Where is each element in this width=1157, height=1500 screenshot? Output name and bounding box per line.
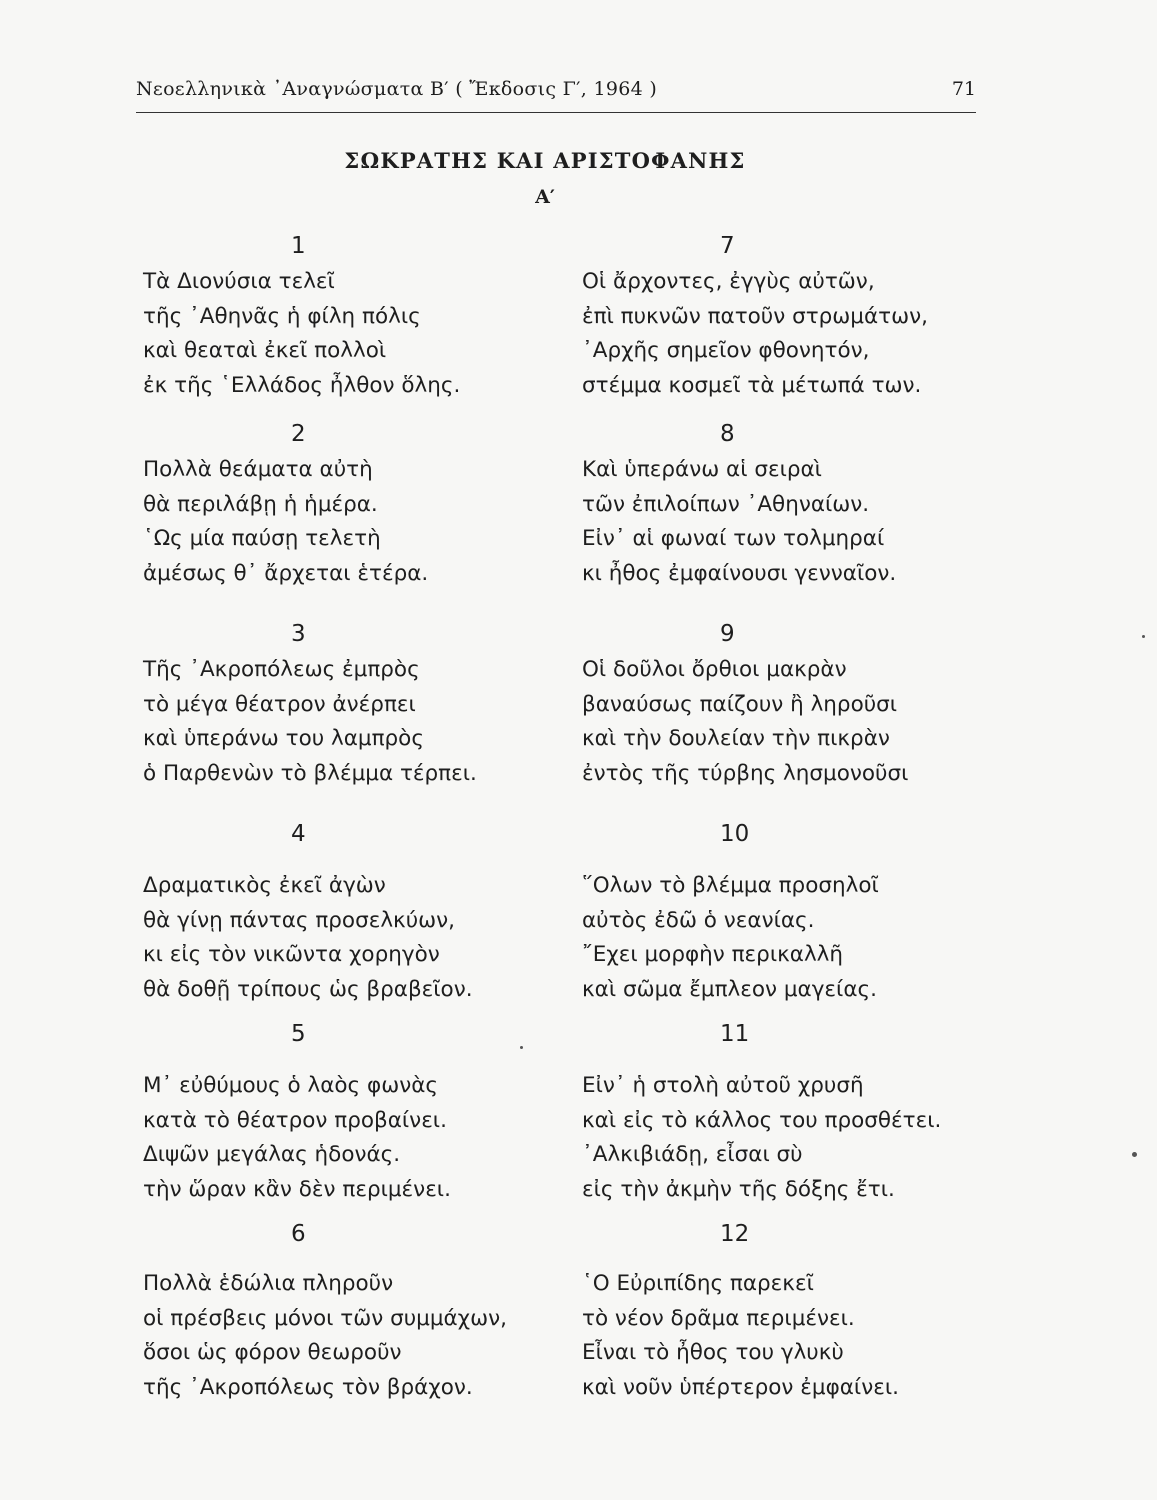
- verse-line: Εἰν᾿ αἱ φωναί των τολμηραί: [582, 526, 885, 551]
- verse-line: θὰ δοθῇ τρίπους ὡς βραβεῖον.: [143, 976, 473, 1002]
- verse-line: ἀμέσως θ᾿ ἄρχεται ἑτέρα.: [143, 560, 429, 586]
- verse-line: Τῆς ᾿Ακροπόλεως ἐμπρὸς: [143, 657, 420, 682]
- verse-line: καὶ σῶμα ἔμπλεον μαγείας.: [582, 976, 877, 1002]
- stanza-9: [582, 615, 1022, 791]
- stanza-number: 6: [291, 1221, 306, 1247]
- verse-line: ῞Ολων τὸ βλέμμα προσηλοῖ: [582, 873, 879, 898]
- verse-line: καὶ θεαταὶ ἐκεῖ πολλοὶ: [143, 338, 387, 363]
- verse-line: στέμμα κοσμεῖ τὰ μέτωπά των.: [582, 372, 922, 398]
- verse-line: ᾿Αλκιβιάδῃ, εἶσαι σὺ: [582, 1142, 803, 1167]
- verse-line: Τὰ Διονύσια τελεῖ: [143, 269, 335, 294]
- stanza-11: [582, 1015, 1022, 1207]
- verse-line: ἐκ τῆς ῾Ελλάδος ἦλθον ὅλης.: [143, 372, 461, 398]
- stanza-5: [143, 1015, 583, 1207]
- verse-line: κι εἰς τὸν νικῶντα χορηγὸν: [143, 942, 440, 967]
- verse-line: ἐντὸς τῆς τύρβης λησμονοῦσι: [582, 760, 909, 786]
- verse-line: Εἰν᾿ ἡ στολὴ αὐτοῦ χρυσῆ: [582, 1073, 864, 1098]
- verse-line: Καὶ ὑπεράνω αἱ σειραὶ: [582, 457, 822, 482]
- stanza-number: 4: [291, 821, 306, 847]
- stanza-3: [143, 615, 583, 791]
- verse-line: κι ἦθος ἐμφαίνουσι γενναῖον.: [582, 560, 897, 586]
- verse-line: τὸ μέγα θέατρον ἀνέρπει: [143, 691, 416, 717]
- stanza-4: [143, 815, 583, 1007]
- verse-line: τὸ νέον δρᾶμα περιμένει.: [582, 1305, 855, 1331]
- verse-line: Μ᾿ εὐθύμους ὁ λαὸς φωνὰς: [143, 1073, 438, 1098]
- page-number: 71: [951, 78, 976, 100]
- scan-speck: [1132, 1152, 1137, 1157]
- stanza-number: 8: [720, 421, 735, 447]
- stanza-number: 1: [291, 233, 306, 259]
- verse-line: θὰ περιλάβῃ ἡ ἡμέρα.: [143, 491, 378, 517]
- verse-line: τὴν ὥραν κἂν δὲν περιμένει.: [143, 1176, 451, 1202]
- verse-line: ὁ Παρθενὼν τὸ βλέμμα τέρπει.: [143, 760, 477, 786]
- stanza-6: [143, 1215, 583, 1405]
- running-title: Νεοελληνικὰ ᾿Αναγνώσματα Β′ ( Ἔκδοσις Γ′, 1964 ): [136, 78, 658, 100]
- verse-line: αὐτὸς ἐδῶ ὁ νεανίας.: [582, 907, 815, 933]
- scan-speck: [1142, 635, 1145, 638]
- stanza-8: [582, 415, 1022, 591]
- verse-line: Δραματικὸς ἐκεῖ ἀγὼν: [143, 873, 386, 898]
- verse-line: Οἱ δοῦλοι ὄρθιοι μακρὰν: [582, 657, 847, 682]
- verse-line: τῆς ᾿Αθηνᾶς ἡ φίλη πόλις: [143, 303, 421, 329]
- poem-title: ΣΩΚΡΑΤΗΣ ΚΑΙ ΑΡΙΣΤΟΦΑΝΗΣ: [344, 148, 746, 173]
- verse-line: ῾Ο Εὐριπίδης παρεκεῖ: [582, 1271, 814, 1296]
- stanza-12: [582, 1215, 1022, 1405]
- verse-line: ῾Ως μία παύσῃ τελετὴ: [143, 526, 381, 551]
- stanza-10: [582, 815, 1022, 1007]
- verse-line: Διψῶν μεγάλας ἡδονάς.: [143, 1142, 401, 1167]
- verse-line: Πολλὰ ἑδώλια πληροῦν: [143, 1271, 394, 1296]
- stanza-number: 5: [291, 1021, 306, 1047]
- stanza-2: [143, 415, 583, 591]
- poem-part: Α′: [535, 186, 555, 208]
- verse-line: Πολλὰ θεάματα αὐτὴ: [143, 457, 373, 482]
- verse-line: καὶ εἰς τὸ κάλλος του προσθέτει.: [582, 1107, 942, 1133]
- stanza-1: [143, 227, 583, 403]
- verse-line: τῆς ᾿Ακροπόλεως τὸν βράχον.: [143, 1374, 473, 1400]
- verse-line: καὶ τὴν δουλείαν τὴν πικρὰν: [582, 726, 890, 751]
- stanza-number: 11: [720, 1021, 750, 1047]
- running-header: [136, 72, 976, 113]
- verse-line: Εἶναι τὸ ἦθος του γλυκὺ: [582, 1340, 844, 1365]
- stanza-number: 7: [720, 233, 735, 259]
- verse-line: καὶ ὑπεράνω του λαμπρὸς: [143, 726, 424, 751]
- verse-line: ῎Εχει μορφὴν περικαλλῆ: [582, 942, 844, 967]
- scan-speck: [520, 1046, 523, 1049]
- verse-line: καὶ νοῦν ὑπέρτερον ἐμφαίνει.: [582, 1374, 899, 1400]
- stanza-number: 10: [720, 821, 750, 847]
- verse-line: οἱ πρέσβεις μόνοι τῶν συμμάχων,: [143, 1305, 507, 1331]
- verse-line: κατὰ τὸ θέατρον προβαίνει.: [143, 1107, 447, 1133]
- stanza-number: 3: [291, 621, 306, 647]
- verse-line: εἰς τὴν ἀκμὴν τῆς δόξης ἔτι.: [582, 1176, 895, 1202]
- stanza-number: 9: [720, 621, 735, 647]
- verse-line: ἐπὶ πυκνῶν πατοῦν στρωμάτων,: [582, 303, 928, 329]
- stanza-number: 12: [720, 1221, 750, 1247]
- stanza-7: [582, 227, 1022, 403]
- verse-line: Οἱ ἄρχοντες, ἐγγὺς αὐτῶν,: [582, 269, 875, 294]
- verse-line: βαναύσως παίζουν ἢ ληροῦσι: [582, 691, 898, 717]
- verse-line: ὅσοι ὡς φόρον θεωροῦν: [143, 1340, 402, 1365]
- stanza-number: 2: [291, 421, 306, 447]
- verse-line: θὰ γίνῃ πάντας προσελκύων,: [143, 907, 456, 933]
- verse-line: τῶν ἐπιλοίπων ᾿Αθηναίων.: [582, 491, 870, 517]
- verse-line: ᾿Αρχῆς σημεῖον φθονητόν,: [582, 338, 870, 363]
